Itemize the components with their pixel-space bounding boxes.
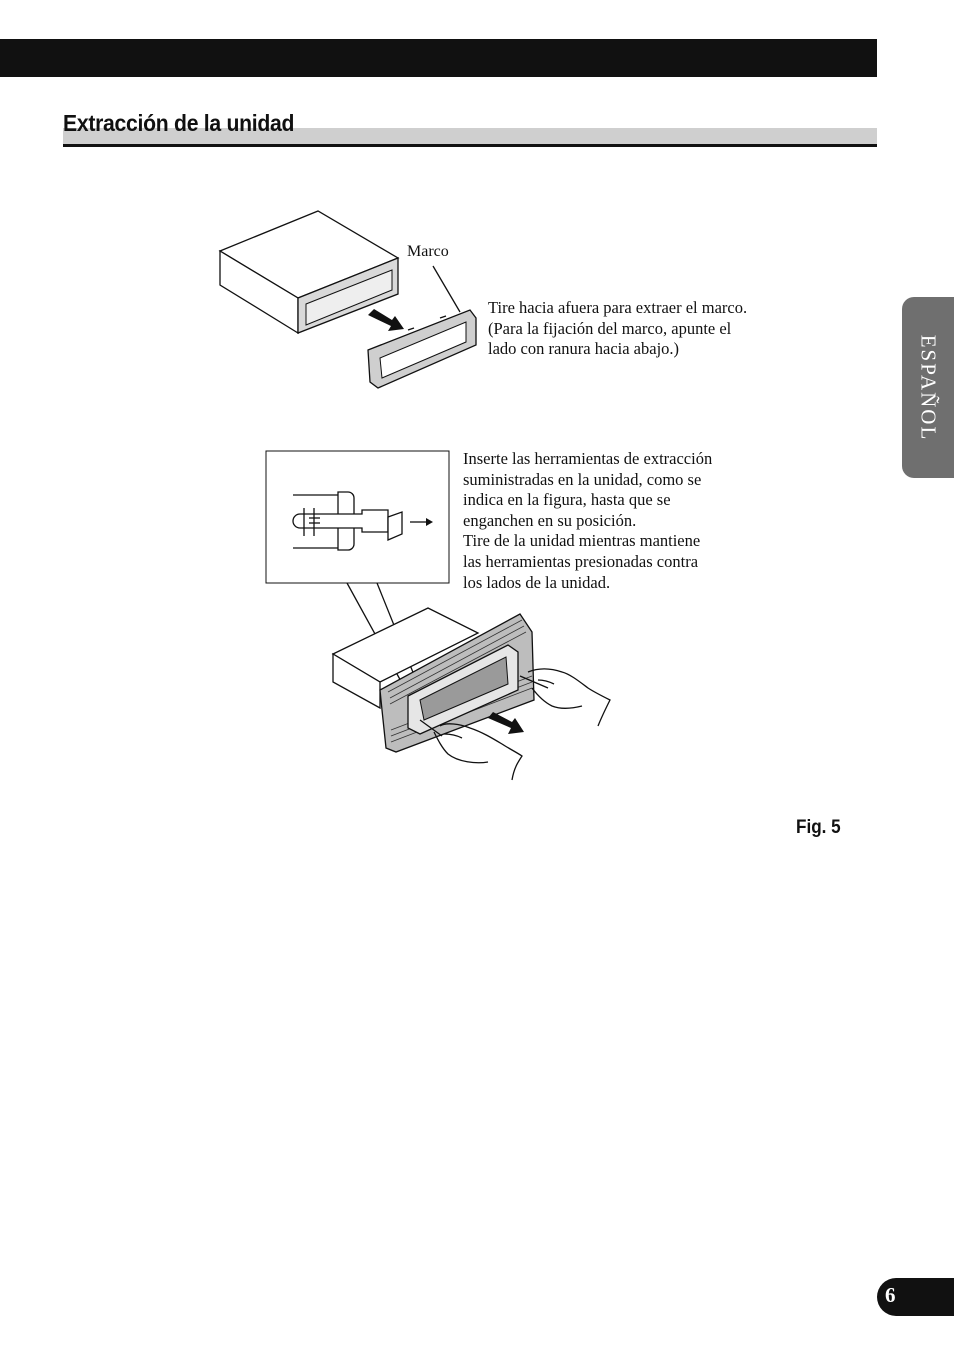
frame-instruction-line: (Para la fijación del marco, apunte el xyxy=(488,318,732,338)
unit-with-sleeve-illustration xyxy=(333,608,610,780)
tool-instruction-line: suministradas en la unidad, como se xyxy=(463,469,702,489)
pull-arrow-top xyxy=(368,309,404,331)
page-number: 6 xyxy=(885,1283,896,1307)
section-title: Extracción de la unidad xyxy=(63,110,295,136)
tool-instruction xyxy=(463,449,712,593)
language-tab-label: ESPAÑOL xyxy=(916,334,941,441)
frame-instruction xyxy=(488,298,747,360)
frame-instruction-line: lado con ranura hacia abajo.) xyxy=(488,339,680,359)
frame-instruction-line: Tire hacia afuera para extraer el marco. xyxy=(488,298,748,317)
figure-caption: Fig. 5 xyxy=(796,817,841,838)
tool-instruction-line: las herramientas presionadas contra xyxy=(463,551,699,571)
tool-instruction-line: indica en la figura, hasta que se xyxy=(463,490,671,510)
tool-instruction-line: Tire de la unidad mientras mantiene xyxy=(463,531,701,551)
tool-instruction-line: Inserte las herramientas de extracción xyxy=(463,449,713,468)
frame-label: Marco xyxy=(407,243,449,260)
tool-instruction-line: enganchen en su posición. xyxy=(463,510,637,530)
tool-instruction-line: los lados de la unidad. xyxy=(463,572,611,592)
page-number-tab xyxy=(877,1278,954,1316)
